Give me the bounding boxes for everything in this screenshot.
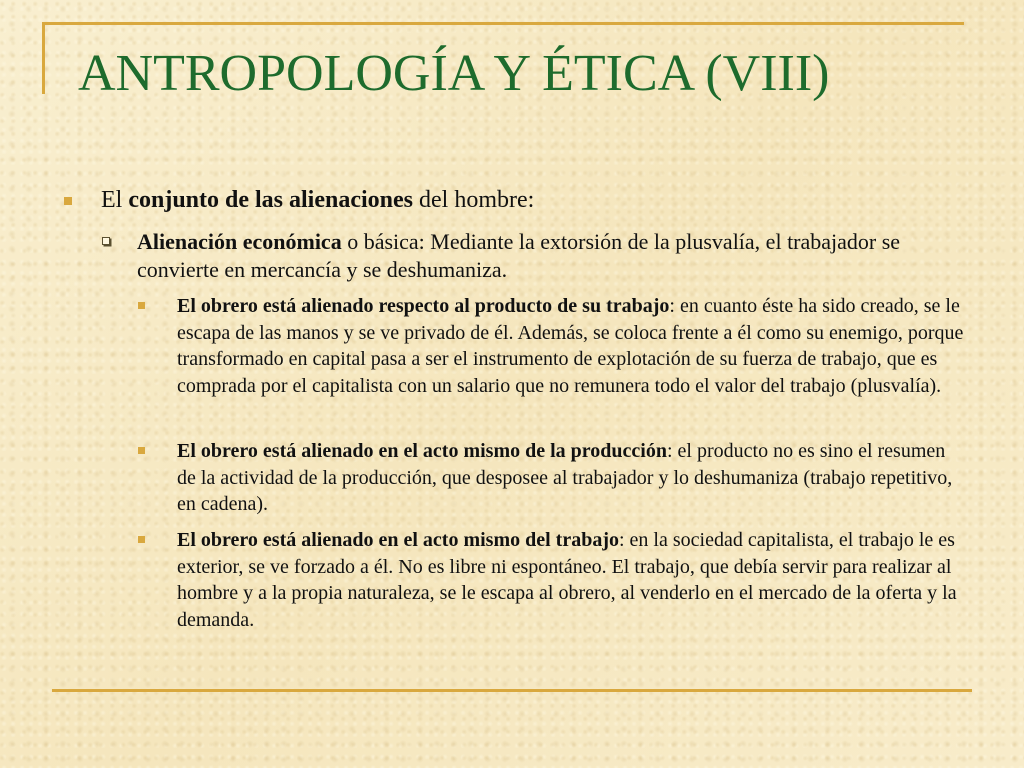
square-bullet-icon [64,197,72,205]
bullet-level3-item-3 [177,527,967,633]
bullet-level3-item-1-bold: El obrero está alienado respecto al producto de su trabajo [177,295,670,317]
bullet-level1 [101,185,981,215]
footer-divider-line [52,689,972,692]
bullet-level2-bold: Alienación económica [137,229,342,254]
bullet-level2 [137,228,959,284]
hollow-square-bullet-icon [102,237,110,245]
square-bullet-icon [138,302,145,309]
square-bullet-icon [138,447,145,454]
bullet-level1-bold: conjunto de las alienaciones [128,187,414,213]
bullet-level3-item-2-bold: El obrero está alienado en el acto mismo de la producción [177,440,667,462]
bullet-level3-item-2 [177,438,967,518]
square-bullet-icon [138,536,145,543]
bullet-level1-pre: El [101,187,129,213]
bullet-level3-item-3-text: : en la sociedad capitalista, el trabajo le es exterior, se ve forzado a él. No es libre ni espontáneo. El trabajo, que debía servir para realizar al hombre y a la propia naturaleza, se le escapa al obrero, al venderlo en el mercado de la oferta y la demanda. [177,529,957,631]
bullet-level2-post: o básica: Mediante la extorsión de la plusvalía, el trabajador se convierte en mercancía y se deshumaniza. [137,229,901,282]
bullet-level3-item-2-text: : el producto no es sino el resumen de la actividad de la producción, que desposee al trabajador y lo deshumaniza (trabajo repetitivo, en cadena). [177,440,953,515]
title-frame-left-line [42,22,45,94]
slide-title: ANTROPOLOGÍA Y ÉTICA (VIII) [78,45,830,102]
bullet-level3-item-1 [177,293,967,399]
title-frame-top-line [42,22,964,25]
bullet-level3-item-3-bold: El obrero está alienado en el acto mismo del trabajo [177,529,619,551]
bullet-level3-item-1-text: : en cuanto éste ha sido creado, se le escapa de las manos y se ve privado de él. Además, se coloca frente a él como su enemigo, porque transformado en capital pasa a ser el instrumento de explotación de su fuerza de trabajo, que es comprada por el capitalista con un salario que no remunera todo el valor del trabajo (plusvalía). [177,295,964,397]
bullet-level1-post: del hombre: [413,187,535,213]
